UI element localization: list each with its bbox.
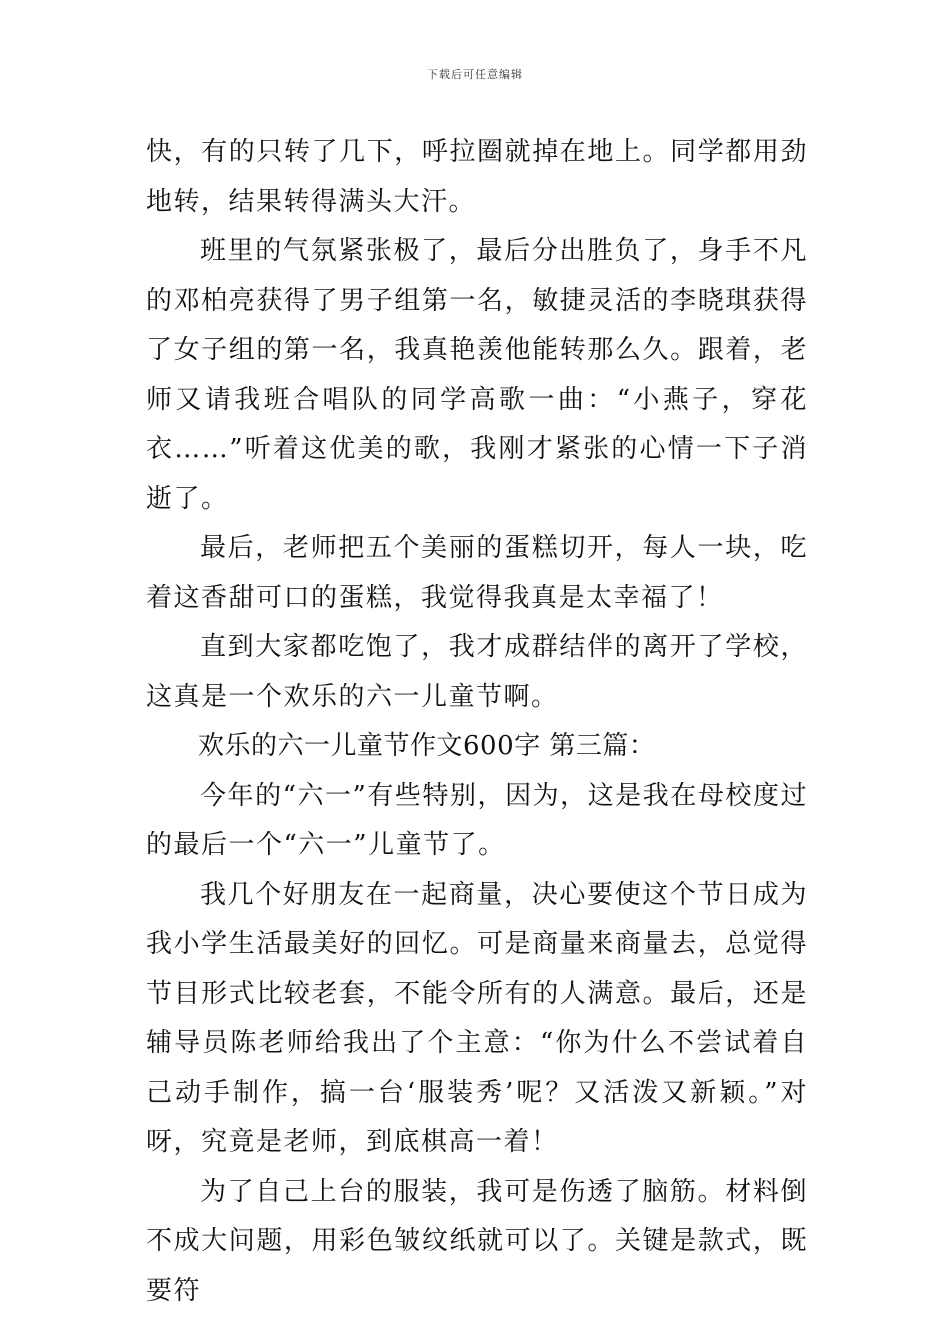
header-note: 下载后可任意编辑 bbox=[427, 68, 523, 81]
paragraph: 我几个好朋友在一起商量，决心要使这个节日成为我小学生活最美好的回忆。可是商量来商量去，总觉得节目形式比较老套，不能令所有的人满意。最后，还是辅导员陈老师给我出了个主意：“你为什么不尝试着自己动手制作，搞一台‘服装秀’呢？又活泼又新颖。”对呀，究竟是老师，到底棋高一着！ bbox=[146, 879, 808, 1157]
paragraph: 今年的“六一”有些特别，因为，这是我在母校度过的最后一个“六一”儿童节了。 bbox=[146, 780, 808, 860]
paragraph: 最后，老师把五个美丽的蛋糕切开，每人一块，吃着这香甜可口的蛋糕，我觉得我真是太幸福了！ bbox=[146, 533, 808, 613]
section-heading: 欢乐的六一儿童节作文600字 第三篇： bbox=[198, 731, 656, 761]
paragraph: 为了自己上台的服装，我可是伤透了脑筋。材料倒不成大问题，用彩色皱纹纸就可以了。关键是款式，既要符 bbox=[146, 1176, 808, 1306]
document-body bbox=[146, 128, 808, 1316]
paragraph: 班里的气氛紧张极了，最后分出胜负了，身手不凡的邓柏亮获得了男子组第一名，敏捷灵活的李晓琪获得了女子组的第一名，我真艳羡他能转那么久。跟着，老师又请我班合唱队的同学高歌一曲：“小燕子，穿花衣……”听着这优美的歌，我刚才紧张的心情一下子消逝了。 bbox=[146, 236, 808, 514]
paragraph: 快，有的只转了几下，呼拉圈就掉在地上。同学都用劲地转，结果转得满头大汗。 bbox=[146, 137, 808, 217]
paragraph: 直到大家都吃饱了，我才成群结伴的离开了学校，这真是一个欢乐的六一儿童节啊。 bbox=[146, 632, 808, 712]
